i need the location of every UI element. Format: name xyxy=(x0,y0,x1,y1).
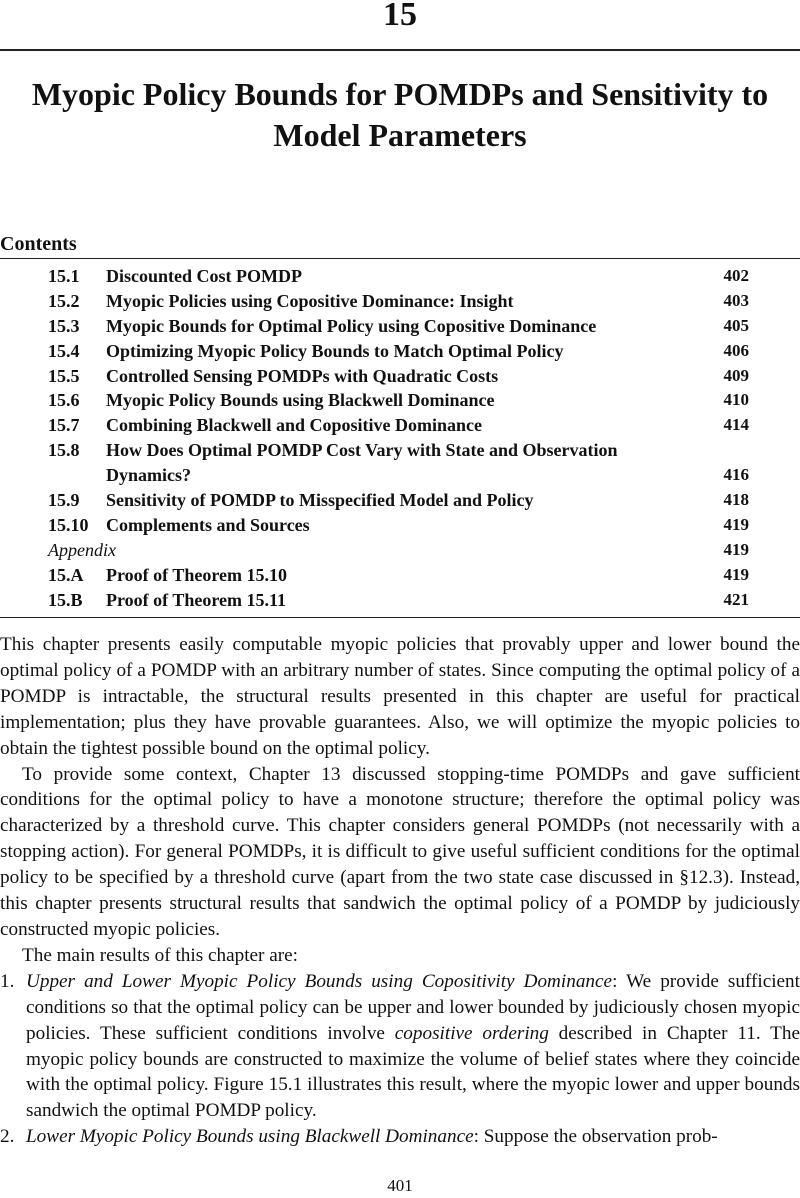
toc-entry-number: 15.4 xyxy=(48,340,80,361)
toc-entry-title: Optimizing Myopic Policy Bounds to Match Optimal Policy xyxy=(106,340,564,361)
toc-entry-title: Myopic Bounds for Optimal Policy using Copositive Dominance xyxy=(106,315,597,336)
chapter-body xyxy=(0,632,800,1150)
list-item-text: described in Chapter 11. The myopic policy bounds are constructed to maximize the volume of belief states where they coincide with the optimal policy. Figure 15.1 illustrates this result, where the myopic lower and upper bounds sandwich the optimal POMDP policy. xyxy=(26,1022,800,1122)
toc-entry-number: 15.9 xyxy=(48,490,80,511)
toc-entry-title: Controlled Sensing POMDPs with Quadratic Costs xyxy=(106,365,499,386)
list-item xyxy=(0,969,800,1124)
toc-entry-number: 15.A xyxy=(48,564,84,585)
toc-entry[interactable] xyxy=(0,588,800,613)
list-number: 2. xyxy=(0,1126,15,1148)
toc-entry[interactable] xyxy=(0,538,800,563)
emphasis: copositive ordering xyxy=(394,1022,549,1044)
toc-entry[interactable] xyxy=(0,364,800,389)
chapter-title-line-1: Myopic Policy Bounds for POMDPs and Sensitivity to xyxy=(31,76,769,112)
list-item xyxy=(0,1124,800,1150)
paragraph-context: To provide some context, Chapter 13 discussed stopping-time POMDPs and gave sufficient conditions for the optimal policy to have a monotone structure; therefore the optimal policy was characterized by a threshold curve. This chapter considers general POMDPs (not necessarily with a stopping action). For general POMDPs, it is difficult to give useful sufficient conditions for the optimal policy to be specified by a threshold curve (apart from the two state case discussed in §12.3). Instead, this chapter presents structural results that sandwich the optimal policy of a POMDP by judiciously constructed myopic policies. xyxy=(0,763,800,940)
toc-entry[interactable] xyxy=(0,488,800,513)
toc-entry-number: 15.8 xyxy=(48,440,80,461)
toc-entry-title: Complements and Sources xyxy=(106,514,310,535)
chapter-number: 15 xyxy=(383,0,417,33)
chapter-title-line-2: Model Parameters xyxy=(273,117,527,153)
list-item-text: : We provide sufficient conditions so that the optimal policy can be upper and lower bounded by judiciously chosen myopic policies. These sufficient conditions involve xyxy=(26,970,800,1044)
toc-entry-number: 15.5 xyxy=(48,365,80,386)
toc-entry[interactable] xyxy=(0,513,800,538)
paragraph-intro: This chapter presents easily computable myopic policies that provably upper and lower bound the optimal policy of a POMDP with an arbitrary number of states. Since computing the optimal policy of a POMDP is intractable, the structural results presented in this chapter are useful for practical implementation; plus they have provable guarantees. Also, we will optimize the myopic policies to obtain the tightest possible bound on the optimal policy. xyxy=(0,634,800,759)
list-item-lead: Lower Myopic Policy Bounds using Blackwell Dominance xyxy=(26,1126,474,1148)
toc-entry-number: 15.1 xyxy=(48,266,80,286)
toc-entry-title: Proof of Theorem 15.10 xyxy=(106,564,287,585)
toc-entry-title: Myopic Policies using Copositive Dominance: Insight xyxy=(106,290,514,311)
toc-entry-number: Appendix xyxy=(48,539,116,560)
toc-entry[interactable] xyxy=(0,563,800,588)
contents-top-rule xyxy=(0,258,800,259)
toc-entry-number: 15.7 xyxy=(48,415,80,436)
toc-entry-page: 410 xyxy=(723,390,749,410)
toc-entry-page: 405 xyxy=(723,315,749,335)
paragraph-main-results: The main results of this chapter are: xyxy=(22,944,298,966)
toc-entry-number: 15.6 xyxy=(48,390,80,411)
list-item-text: : Suppose the observation prob- xyxy=(473,1126,718,1148)
list-item-lead: Upper and Lower Myopic Policy Bounds using Copositivity Dominance xyxy=(26,970,613,992)
contents-heading: Contents xyxy=(0,233,77,255)
toc-entry-number: 15.3 xyxy=(48,315,80,336)
toc-entry-page: 403 xyxy=(723,290,749,310)
toc-entry-page: 418 xyxy=(723,490,749,510)
toc-entry-page: 406 xyxy=(723,340,749,360)
contents-bottom-rule xyxy=(0,617,800,618)
toc-entry-number: 15.B xyxy=(48,589,83,610)
toc-entry[interactable] xyxy=(0,413,800,438)
chapter-title xyxy=(0,74,800,156)
toc-entry-title: Discounted Cost POMDP xyxy=(106,266,302,286)
toc-entry-page: 421 xyxy=(723,589,749,609)
toc-entry[interactable] xyxy=(0,339,800,364)
toc-entry-title: How Does Optimal POMDP Cost Vary with State and Observation xyxy=(106,440,618,461)
toc-entry-page: 414 xyxy=(723,415,749,435)
toc-entry-title: Combining Blackwell and Copositive Dominance xyxy=(106,415,483,436)
toc-entry-page: 419 xyxy=(723,564,749,584)
toc-entry-number: 15.2 xyxy=(48,290,80,311)
toc-entry[interactable] xyxy=(0,264,800,289)
toc-entry[interactable] xyxy=(0,438,800,488)
toc-entry[interactable] xyxy=(0,289,800,314)
page-number: 401 xyxy=(387,1176,413,1195)
list-number: 1. xyxy=(0,970,15,992)
toc-entry-title: Myopic Policy Bounds using Blackwell Dominance xyxy=(106,390,495,411)
toc-entry-number: 15.10 xyxy=(48,514,89,535)
toc-entry-title: Proof of Theorem 15.11 xyxy=(106,589,286,610)
toc-entry-page: 416 xyxy=(723,465,749,485)
toc-entry-page: 402 xyxy=(723,266,749,285)
toc-entry-page: 419 xyxy=(723,514,749,534)
toc-entry-page: 419 xyxy=(723,539,749,559)
toc-entry-title: Sensitivity of POMDP to Misspecified Model and Policy xyxy=(106,490,534,511)
toc-entry-title-continued: Dynamics? xyxy=(106,465,191,486)
toc-entry[interactable] xyxy=(0,314,800,339)
toc-entry[interactable] xyxy=(0,388,800,413)
table-of-contents xyxy=(0,264,800,612)
header-rule xyxy=(0,49,800,51)
toc-entry-page: 409 xyxy=(723,365,749,385)
